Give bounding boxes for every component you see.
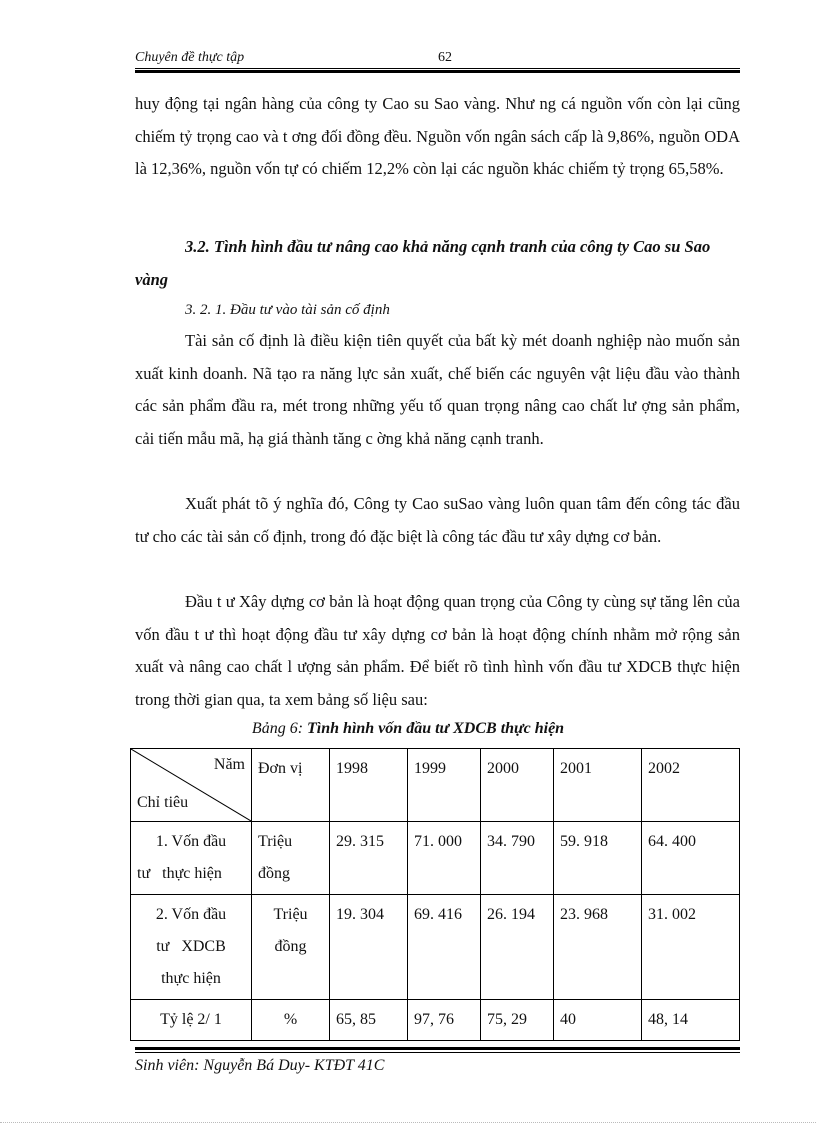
header-year-label: Năm: [213, 756, 245, 773]
table-cell: 65, 85: [330, 1000, 408, 1041]
paragraph-fixed-assets: Tài sản cố định là điều kiện tiên quyết của bất kỳ mét doanh nghiệp nào muốn sản xuất kinh doanh. Nã tạo ra năng lực sản xuất, chế biến các nguyên vật liệu đầu vào thành các sản phẩm đầu ra, mét trong những yếu tố quan trọng nâng cao chất lư ợng sản phẩm, cải tiến mẫu mã, hạ giá thành tăng c ờng khả năng cạnh tranh.: [135, 331, 740, 448]
table-cell: 97, 76: [408, 1000, 481, 1041]
paragraph-investment: Đầu t ư Xây dựng cơ bản là hoạt động quan trọng của Công ty cùng sự tăng lên của vốn đầu t ư thì hoạt động đầu tư xây dựng cơ bản là hoạt động chính nhằm mở rộng sản xuất và nâng cao chất l ượng sản phẩm. Để biết rõ tình hình vốn đầu tư XDCB thực hiện trong thời gian qua, ta xem bảng số liệu sau:: [135, 592, 740, 709]
table-caption: [0, 720, 816, 738]
row-label: Tỷ lệ 2/ 1: [131, 1000, 252, 1041]
table-cell: 75, 29: [481, 1000, 554, 1041]
investment-table: [130, 748, 740, 1041]
header-year: 1999: [408, 749, 481, 822]
row-unit: %: [252, 1000, 330, 1041]
footer-rule-thin: [135, 1052, 740, 1053]
table-row: [131, 895, 740, 1000]
table-corner-cell: [131, 749, 252, 822]
table-cell: 71. 000: [408, 822, 481, 895]
row-unit-line: Triệu: [258, 833, 293, 850]
page-header: [135, 50, 740, 68]
header-title: Chuyên đề thực tập: [135, 50, 245, 65]
header-rule-thin: [135, 68, 740, 69]
table-caption-label: Bảng 6:: [251, 720, 304, 737]
table-cell: 48, 14: [642, 1000, 740, 1041]
table-cell: 26. 194: [481, 895, 554, 1000]
page-number: 62: [438, 50, 452, 65]
table-cell: 23. 968: [554, 895, 642, 1000]
paragraph-intro: huy động tại ngân hàng của công ty Cao su Sao vàng. Như ng cá nguồn vốn còn lại cũng chiếm tỷ trọng cao và t ơng đối đồng đều. Nguồn vốn ngân sách cấp là 9,86%, nguồn ODA là 12,36%, nguồn vốn tự có chiếm 12,2% còn lại các nguồn khác chiếm tỷ trọng 65,58%.: [135, 94, 740, 178]
table-cell: 34. 790: [481, 822, 554, 895]
table-cell: 40: [554, 1000, 642, 1041]
footer-student: Sinh viên: Nguyễn Bá Duy- KTĐT 41C: [135, 1057, 385, 1074]
row-label-line: tư thực hiện: [137, 865, 222, 882]
table-cell: 29. 315: [330, 822, 408, 895]
header-year: 1998: [330, 749, 408, 822]
subsection-heading-3-2-1: 3. 2. 1. Đầu tư vào tài sản cố định: [185, 302, 390, 318]
row-label-line: 1. Vốn đầu: [155, 833, 227, 850]
header-indicator-label: Chỉ tiêu: [137, 794, 189, 811]
row-label: [131, 895, 252, 1000]
header-unit: Đơn vị: [252, 749, 330, 822]
row-unit: [252, 822, 330, 895]
footer-rule-thick: [135, 1047, 740, 1050]
row-label: [131, 822, 252, 895]
table-caption-title: Tình hình vốn đầu tư XDCB thực hiện: [307, 720, 565, 737]
row-label-line: tư XDCB: [156, 938, 226, 955]
table-cell: 69. 416: [408, 895, 481, 1000]
table-cell: 59. 918: [554, 822, 642, 895]
header-rule-thick: [135, 70, 740, 73]
row-unit: [252, 895, 330, 1000]
header-year: 2000: [481, 749, 554, 822]
table-row: [131, 822, 740, 895]
header-year: 2002: [642, 749, 740, 822]
row-unit-line: đồng: [258, 865, 290, 882]
table-header-row: [131, 749, 740, 822]
paragraph-origin: Xuất phát tõ ý nghĩa đó, Công ty Cao suSao vàng luôn quan tâm đến công tác đầu tư cho các tài sản cố định, trong đó đặc biệt là công tác đầu tư xây dựng cơ bản.: [135, 494, 740, 546]
table-cell: 64. 400: [642, 822, 740, 895]
table-cell: 31. 002: [642, 895, 740, 1000]
row-unit-line: đồng: [274, 938, 307, 955]
row-unit-line: Triệu: [273, 906, 308, 923]
row-label-line: thực hiện: [161, 970, 221, 987]
row-label-line: 2. Vốn đầu: [155, 906, 227, 923]
section-heading-3-2: 3.2. Tình hình đầu tư nâng cao khả năng cạnh tranh của công ty Cao su Sao vàng: [135, 237, 711, 289]
table-row: [131, 1000, 740, 1041]
header-year: 2001: [554, 749, 642, 822]
table-cell: 19. 304: [330, 895, 408, 1000]
